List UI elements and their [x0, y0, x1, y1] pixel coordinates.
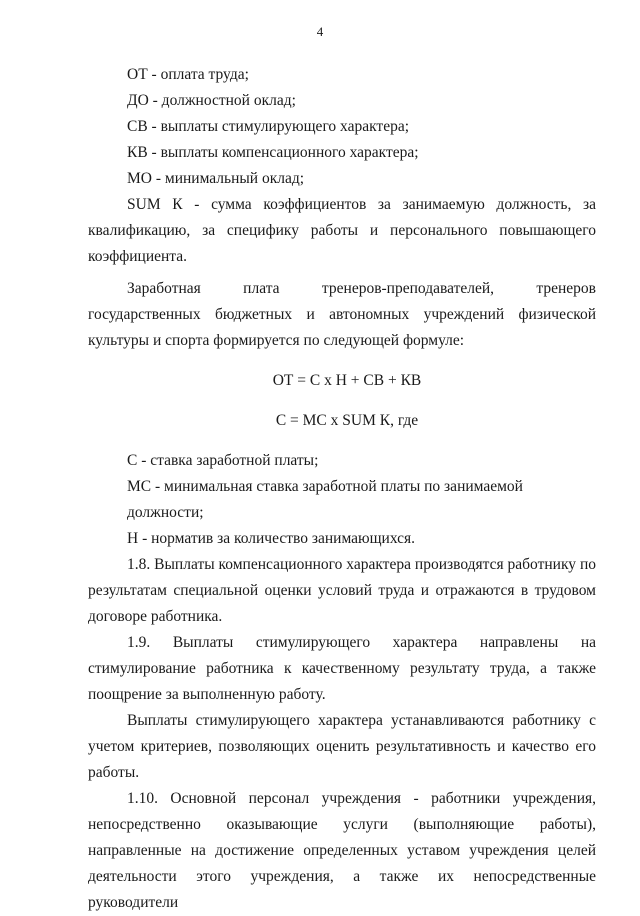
paragraph-sum-k: SUM К - сумма коэффициентов за занимаемую должность, за квалификацию, за специфику работы и персонального повышающего коэффициента. [88, 196, 596, 265]
formula-ot: ОТ = С х Н + СВ + КВ [272, 372, 422, 389]
paragraph-coaches-salary: Заработная плата тренеров-преподавателей, тренеров государственных бюджетных и автономных учреждений физической культуры и спорта формируется по следующей формуле: [88, 280, 596, 349]
definition-ms: МС - минимальная ставка заработной платы по занимаемой должности; [127, 478, 523, 521]
definition-sv: СВ - выплаты стимулирующего характера; [127, 118, 410, 135]
paragraph-1-9: 1.9. Выплаты стимулирующего характера направлены на стимулирование работника к качественному результату труда, а также поощрение за выполненную работу. [88, 634, 596, 703]
definition-ot: ОТ - оплата труда; [127, 66, 249, 83]
definition-kv: КВ - выплаты компенсационного характера; [127, 144, 419, 161]
paragraph-1-8: 1.8. Выплаты компенсационного характера производятся работнику по результатам специальной оценки условий труда и отражаются в трудовом договоре работника. [88, 556, 596, 625]
formula-s: С = МС х SUM К, где [275, 412, 419, 429]
definition-do: ДО - должностной оклад; [127, 92, 296, 109]
page-number: 4 [316, 24, 324, 39]
paragraph-incentive-criteria: Выплаты стимулирующего характера устанавливаются работнику с учетом критериев, позволяющих оценить результативность и качество его работы. [88, 712, 596, 781]
definition-n: Н - норматив за количество занимающихся. [127, 530, 416, 547]
definition-mo: МО - минимальный оклад; [127, 170, 305, 187]
paragraph-1-10: 1.10. Основной персонал учреждения - работники учреждения, непосредственно оказывающие услуги (выполняющие работы), направленные на достижение определенных уставом учреждения целей деятельности этого учреждения, а также их непосредственные руководители [88, 790, 596, 911]
definition-s: С - ставка заработной платы; [127, 452, 319, 469]
page-content [88, 62, 596, 916]
